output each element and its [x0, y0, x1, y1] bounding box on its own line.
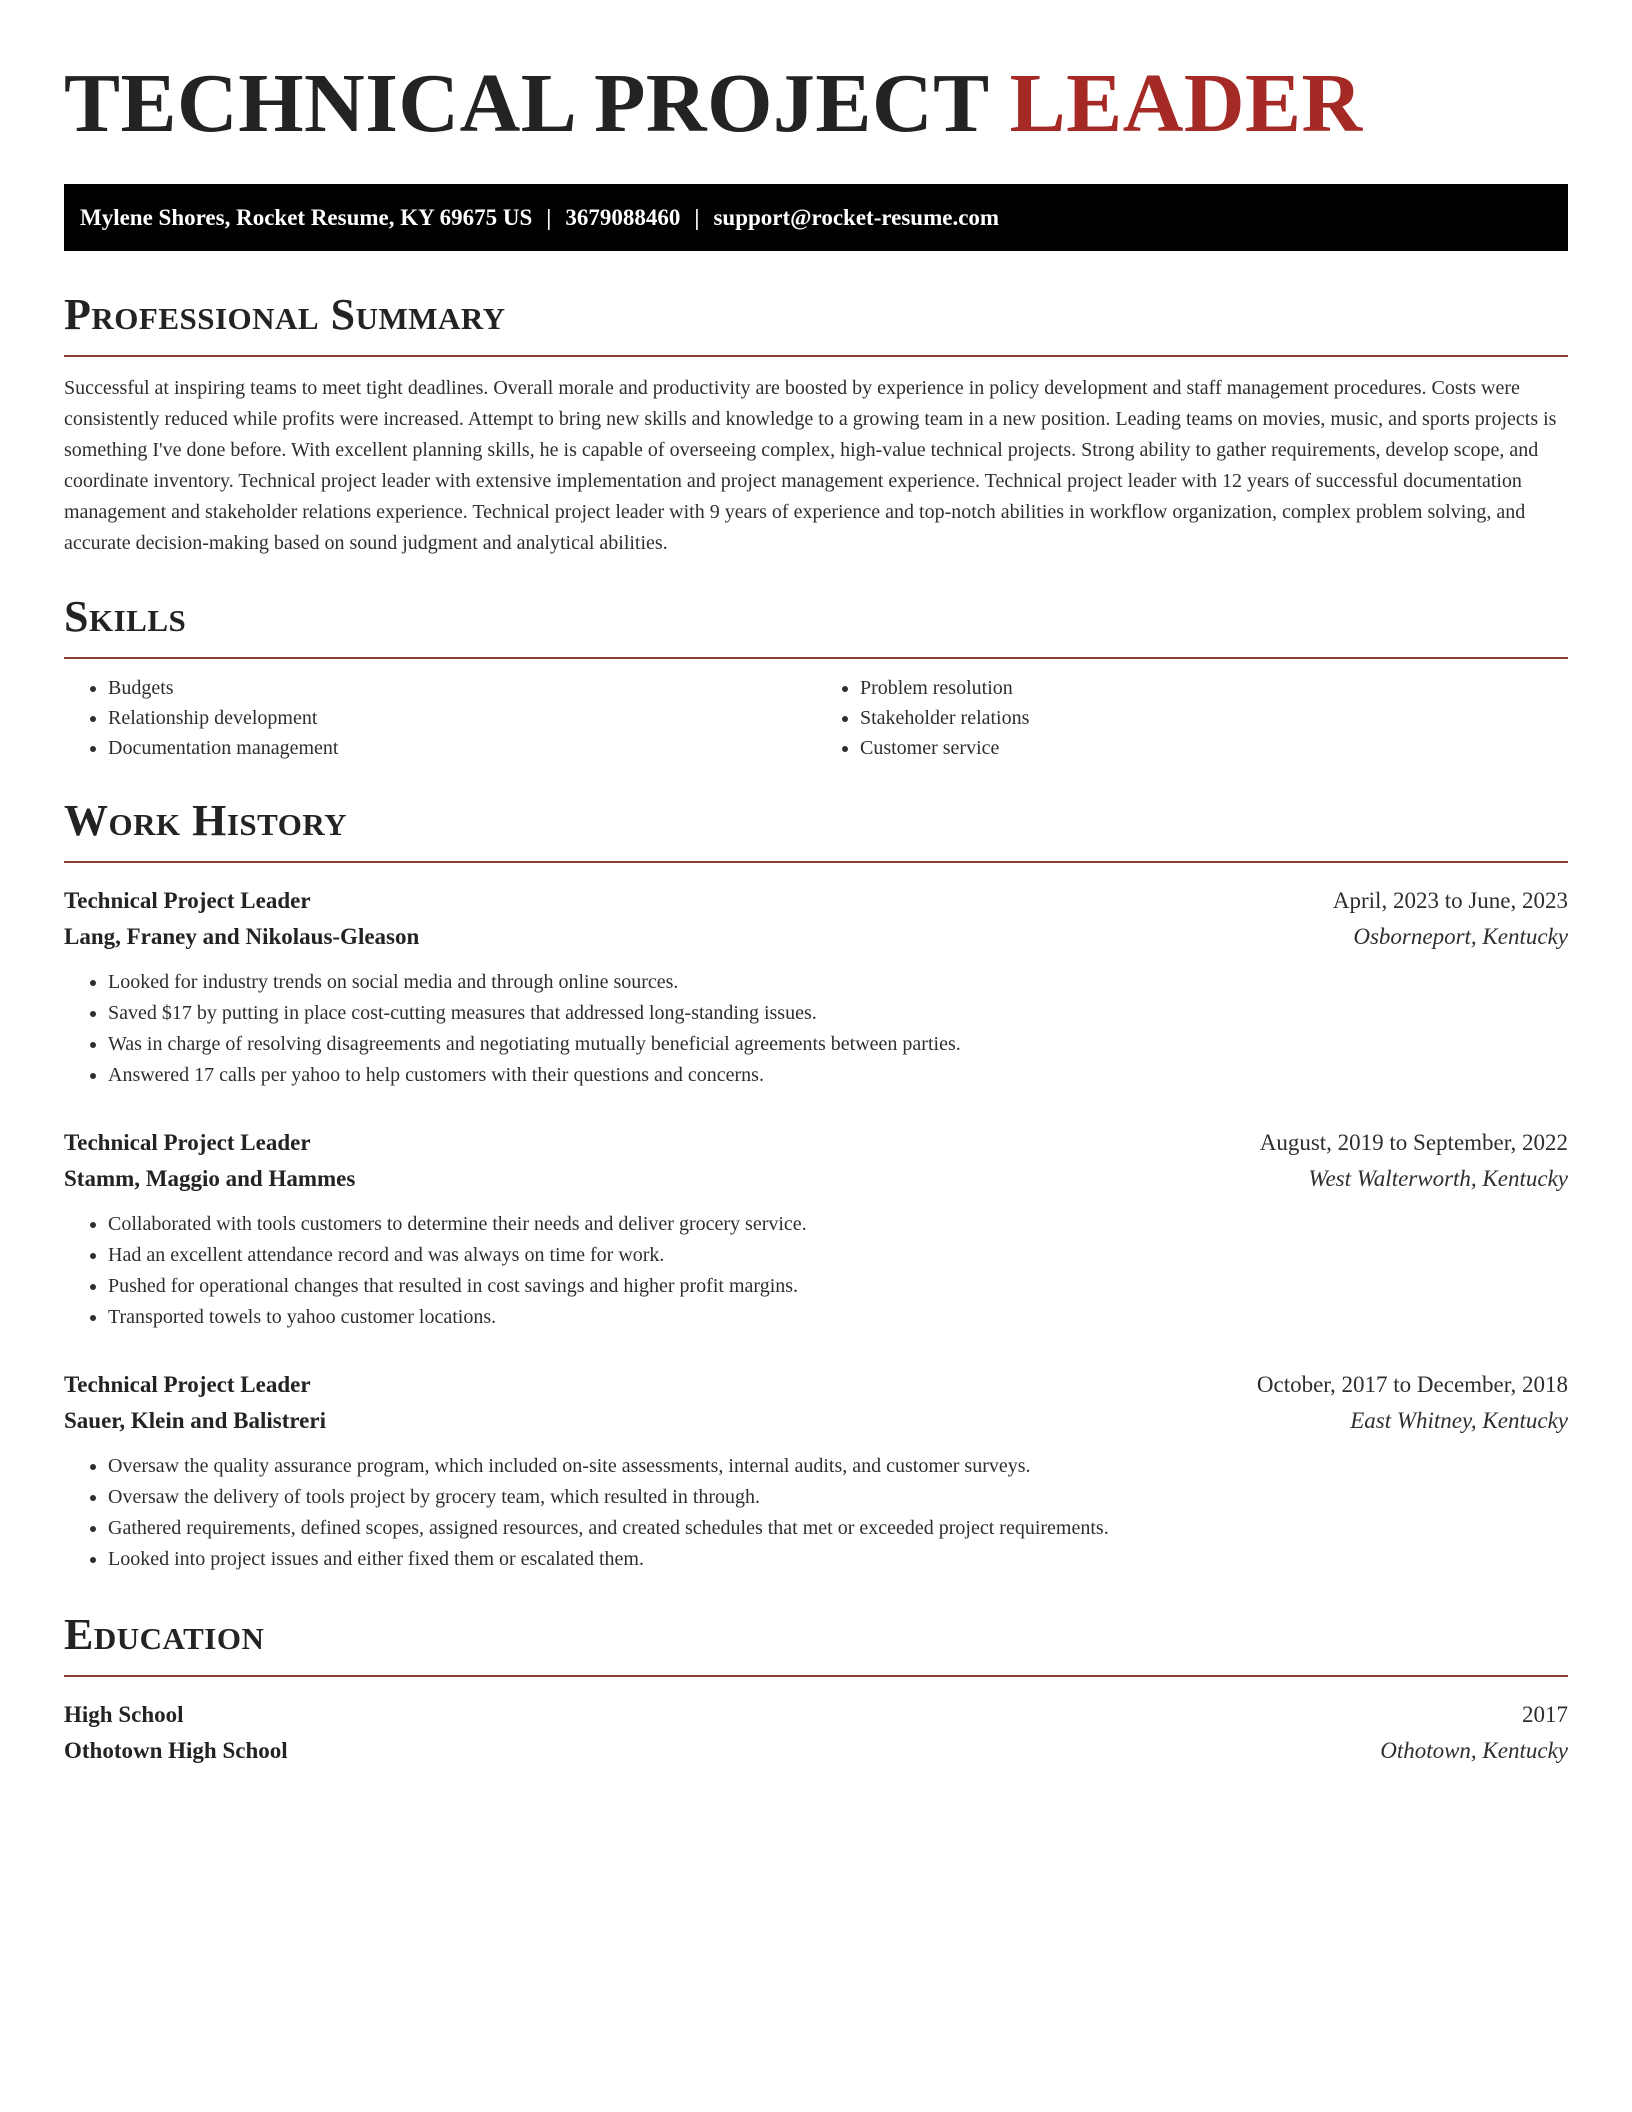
skill-item: • Problem resolution: [860, 673, 1568, 703]
job-bullets: [64, 1209, 1568, 1333]
contact-email: support@rocket-resume.com: [713, 205, 1000, 230]
education-year: 2017: [1522, 1702, 1568, 1727]
job-bullet: • Was in charge of resolving disagreements and negotiating mutually beneficial agreements between parties.: [108, 1029, 1568, 1060]
education-degree: High School: [64, 1702, 184, 1727]
job-bullet: • Gathered requirements, defined scopes, assigned resources, and created schedules that met or exceeded project requirements.: [108, 1513, 1568, 1544]
job-company: Stamm, Maggio and Hammes: [64, 1166, 356, 1191]
section-divider: [64, 355, 1568, 357]
job-bullet: • Collaborated with tools customers to determine their needs and deliver grocery service.: [108, 1209, 1568, 1240]
job-header-row: [64, 1125, 1568, 1161]
job-company-row: [64, 919, 1568, 955]
job-bullet: • Looked into project issues and either fixed them or escalated them.: [108, 1544, 1568, 1575]
job-title: Technical Project Leader: [64, 1372, 311, 1397]
contact-separator: |: [546, 205, 552, 230]
skill-item: • Documentation management: [108, 733, 816, 763]
title-accent: LEADER: [1009, 57, 1363, 150]
education-heading: Education: [64, 1610, 265, 1659]
job-location: Osborneport, Kentucky: [1353, 924, 1568, 949]
job-header-row: [64, 1367, 1568, 1403]
resume-title: [64, 56, 1568, 152]
section-divider: [64, 861, 1568, 863]
education-entry: [64, 1697, 1568, 1769]
summary-text: Successful at inspiring teams to meet tight deadlines. Overall morale and productivity are boosted by experience in policy development and staff management procedures. Costs were consistently reduced while profits were increased. Attempt to bring new skills and knowledge to a growing team in a new position. Leading teams on movies, music, and sports projects is something I've done before. With excellent planning skills, he is capable of overseeing complex, high-value technical projects. Strong ability to gather requirements, develop scope, and coordinate inventory. Technical project leader with extensive implementation and project management experience. Technical project leader with 12 years of successful documentation management and stakeholder relations experience. Technical project leader with 9 years of experience and top-notch abilities in workflow organization, complex problem solving, and accurate decision-making based on sound judgment and analytical abilities.: [64, 377, 1557, 554]
job-bullet: • Answered 17 calls per yahoo to help customers with their questions and concerns.: [108, 1060, 1568, 1091]
job-dates: October, 2017 to December, 2018: [1256, 1372, 1568, 1397]
education-school: Othotown High School: [64, 1738, 288, 1763]
job-entry: [64, 1125, 1568, 1333]
section-divider: [64, 1675, 1568, 1677]
job-location: East Whitney, Kentucky: [1350, 1408, 1568, 1433]
summary-heading: Professional Summary: [64, 290, 506, 339]
title-main: TECHNICAL PROJECT: [64, 57, 989, 150]
job-company: Lang, Franey and Nikolaus-Gleason: [64, 924, 420, 949]
job-header-row: [64, 883, 1568, 919]
contact-bar: [64, 184, 1568, 251]
job-dates: August, 2019 to September, 2022: [1259, 1130, 1568, 1155]
skill-item: • Customer service: [860, 733, 1568, 763]
education-degree-row: [64, 1697, 1568, 1733]
job-bullet: • Oversaw the quality assurance program, which included on-site assessments, internal audits, and customer surveys.: [108, 1451, 1568, 1482]
contact-separator: |: [694, 205, 700, 230]
skills-grid: [64, 673, 1568, 763]
skills-heading: Skills: [64, 592, 187, 641]
job-company-row: [64, 1161, 1568, 1197]
contact-address: Mylene Shores, Rocket Resume, KY 69675 US: [80, 205, 533, 230]
job-title: Technical Project Leader: [64, 888, 311, 913]
education-school-row: [64, 1733, 1568, 1769]
job-company-row: [64, 1403, 1568, 1439]
job-dates: April, 2023 to June, 2023: [1332, 888, 1568, 913]
contact-phone: 3679088460: [565, 205, 681, 230]
job-entry: [64, 883, 1568, 1091]
job-bullet: • Looked for industry trends on social media and through online sources.: [108, 967, 1568, 998]
job-bullet: • Pushed for operational changes that resulted in cost savings and higher profit margins.: [108, 1271, 1568, 1302]
section-divider: [64, 657, 1568, 659]
job-location: West Walterworth, Kentucky: [1308, 1166, 1568, 1191]
work-history-heading: Work History: [64, 796, 348, 845]
job-entry: [64, 1367, 1568, 1575]
job-bullet: • Had an excellent attendance record and was always on time for work.: [108, 1240, 1568, 1271]
education-location: Othotown, Kentucky: [1380, 1738, 1568, 1763]
skills-column-left: [64, 673, 816, 763]
skill-item: • Budgets: [108, 673, 816, 703]
skills-column-right: [816, 673, 1568, 763]
job-company: Sauer, Klein and Balistreri: [64, 1408, 326, 1433]
job-bullets: [64, 967, 1568, 1091]
job-bullet: • Oversaw the delivery of tools project by grocery team, which resulted in through.: [108, 1482, 1568, 1513]
job-title: Technical Project Leader: [64, 1130, 311, 1155]
job-bullet: • Transported towels to yahoo customer locations.: [108, 1302, 1568, 1333]
job-bullet: • Saved $17 by putting in place cost-cutting measures that addressed long-standing issues.: [108, 998, 1568, 1029]
skill-item: • Stakeholder relations: [860, 703, 1568, 733]
job-bullets: [64, 1451, 1568, 1575]
skill-item: • Relationship development: [108, 703, 816, 733]
